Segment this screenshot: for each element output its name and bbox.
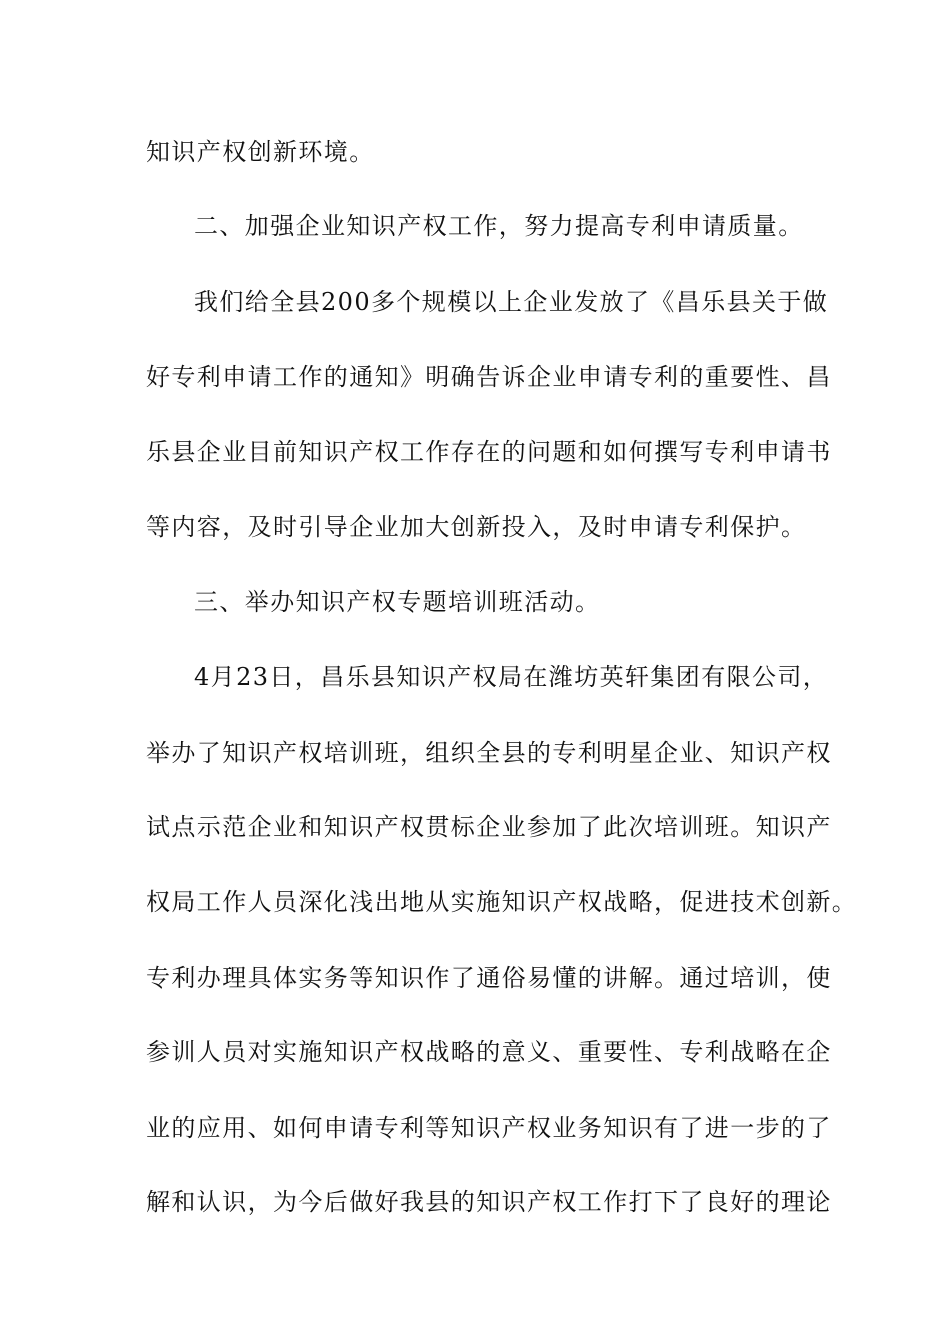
text-line: 乐县企业目前知识产权工作存在的问题和如何撰写专利申请书 — [146, 438, 832, 466]
text-line: 专利办理具体实务等知识作了通俗易懂的讲解。通过培训，使 — [146, 964, 832, 992]
text-line: 我们给全县200多个规模以上企业发放了《昌乐县关于做 — [194, 288, 829, 316]
section-heading: 三、举办知识产权专题培训班活动。 — [194, 588, 601, 616]
text-line: 4月23日，昌乐县知识产权局在潍坊英轩集团有限公司， — [194, 663, 829, 691]
section-heading: 二、加强企业知识产权工作，努力提高专利申请质量。 — [194, 212, 804, 240]
text-line: 权局工作人员深化浅出地从实施知识产权战略，促进技术创新。 — [146, 888, 858, 916]
text-line: 试点示范企业和知识产权贯标企业参加了此次培训班。知识产 — [146, 813, 832, 841]
text-line: 好专利申请工作的通知》明确告诉企业申请专利的重要性、昌 — [146, 363, 832, 391]
text-line: 解和认识，为今后做好我县的知识产权工作打下了良好的理论 — [146, 1188, 832, 1216]
text-line: 业的应用、如何申请专利等知识产权业务知识有了进一步的了 — [146, 1114, 832, 1142]
text-line: 知识产权创新环境。 — [146, 138, 375, 166]
text-line: 举办了知识产权培训班，组织全县的专利明星企业、知识产权 — [146, 739, 832, 767]
text-line: 等内容，及时引导企业加大创新投入，及时申请专利保护。 — [146, 513, 807, 541]
text-line: 参训人员对实施知识产权战略的意义、重要性、专利战略在企 — [146, 1038, 832, 1066]
